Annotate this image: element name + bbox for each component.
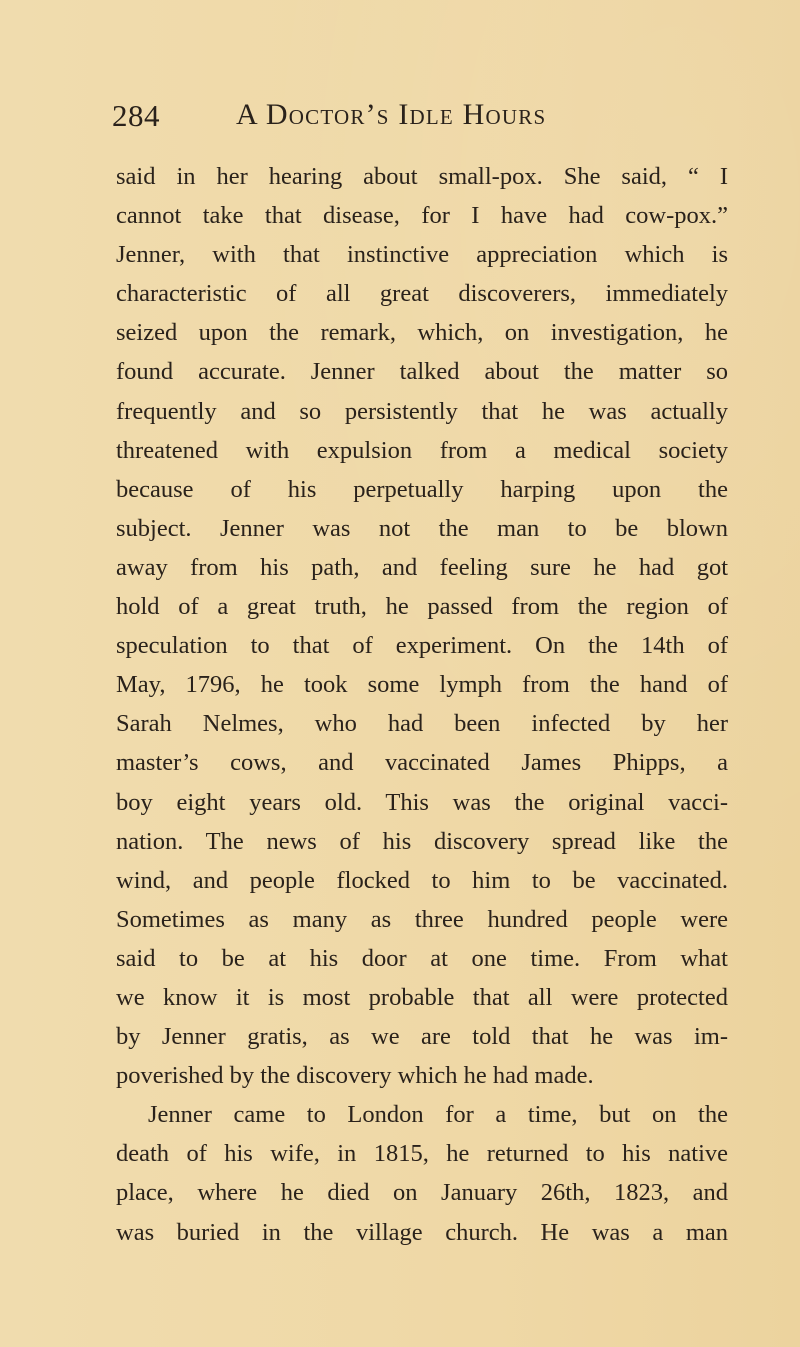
text-line: said to be at his door at one time. From what — [116, 944, 728, 972]
text-line: boy eight years old. This was the original vacci- — [116, 788, 728, 816]
page-number: 284 — [112, 98, 160, 133]
text-line: we know it is most probable that all were protected — [116, 983, 728, 1011]
text-line: was buried in the village church. He was a man — [116, 1218, 728, 1246]
text-line: threatened with expulsion from a medical society — [116, 436, 728, 464]
text-line: nation. The news of his discovery spread like the — [116, 827, 728, 855]
text-line: characteristic of all great discoverers, immediately — [116, 280, 728, 308]
text-line: Jenner came to London for a time, but on the — [148, 1101, 728, 1129]
text-line: frequently and so persistently that he was actually — [116, 397, 728, 425]
text-line: death of his wife, in 1815, he returned to his native — [116, 1140, 728, 1168]
text-line: seized upon the remark, which, on investigation, he — [116, 319, 728, 347]
text-line: Sarah Nelmes, who had been infected by her — [116, 710, 728, 738]
running-title: A Doctor’s Idle Hours — [236, 98, 547, 131]
text-line: speculation to that of experiment. On the 14th of — [116, 632, 728, 660]
text-line: place, where he died on January 26th, 1823, and — [116, 1179, 728, 1207]
text-line: because of his perpetually harping upon the — [116, 475, 728, 503]
text-line: said in her hearing about small-pox. She said, “ I — [116, 163, 728, 190]
text-line: Sometimes as many as three hundred people were — [116, 905, 728, 933]
body-text — [116, 157, 728, 1252]
text-line: May, 1796, he took some lymph from the hand of — [116, 671, 728, 699]
text-line: away from his path, and feeling sure he had got — [116, 553, 728, 581]
text-line: hold of a great truth, he passed from the region of — [116, 593, 728, 621]
text-line: master’s cows, and vaccinated James Phipps, a — [116, 749, 728, 777]
text-line: wind, and people flocked to him to be vaccinated. — [116, 866, 728, 894]
text-line: found accurate. Jenner talked about the matter so — [116, 358, 728, 386]
page-header — [112, 98, 732, 148]
text-line: Jenner, with that instinctive appreciation which is — [116, 241, 728, 269]
text-line: poverished by the discovery which he had made. — [116, 1062, 594, 1090]
text-line: by Jenner gratis, as we are told that he was im- — [116, 1023, 728, 1051]
text-line: cannot take that disease, for I have had cow-pox.” — [116, 202, 728, 230]
text-line: subject. Jenner was not the man to be blown — [116, 514, 728, 542]
